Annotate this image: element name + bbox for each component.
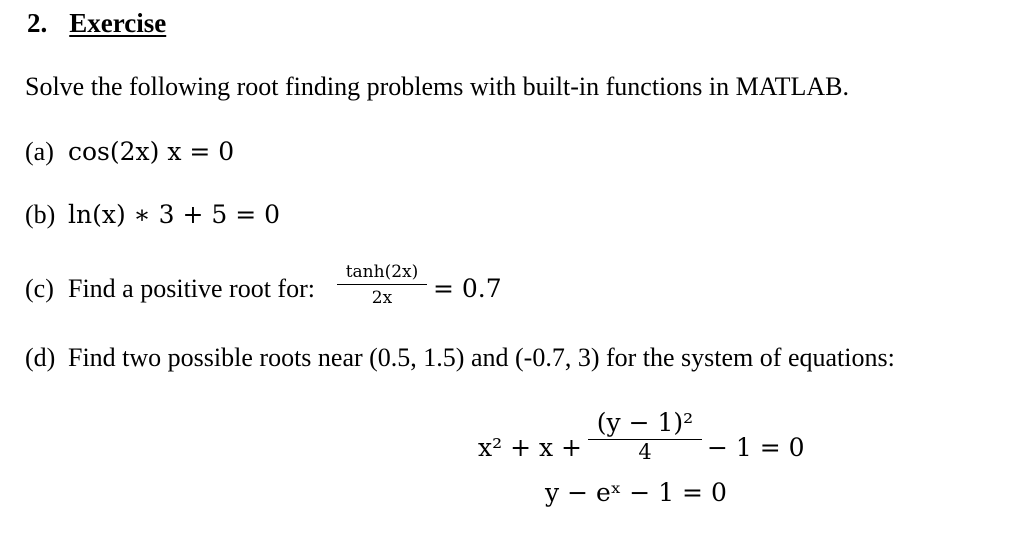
problem-c-denominator: 2x [371, 288, 393, 308]
problem-c-fraction [337, 262, 427, 308]
section-number: 2. [27, 8, 48, 38]
system-eq1-fraction [588, 408, 702, 464]
system-eq1-left: x² + x + [478, 433, 582, 462]
problem-d-label: (d) [25, 343, 56, 372]
problem-c-numerator: tanh(2x) [337, 262, 427, 285]
problem-c-label: (c) [25, 274, 54, 303]
system-eq1-right: − 1 = 0 [707, 433, 805, 462]
section-heading [27, 8, 166, 39]
section-title: Exercise [69, 8, 167, 38]
problem-b-label: (b) [25, 200, 56, 229]
problem-c-text: Find a positive root for: [68, 274, 315, 303]
problem-b-equation: ln(x) ∗ 3 + 5 = 0 [68, 200, 280, 229]
system-eq2: y − eˣ − 1 = 0 [545, 478, 727, 507]
problem-c-rhs: = 0.7 [433, 274, 502, 303]
system-eq1-denominator: 4 [638, 440, 652, 464]
problem-a-equation: cos(2x) x = 0 [68, 137, 235, 166]
problem-a-label: (a) [25, 137, 54, 166]
intro-text: Solve the following root finding problems with built-in functions in MATLAB. [25, 72, 850, 101]
system-eq1-numerator: (y − 1)² [588, 408, 702, 440]
problem-d-text: Find two possible roots near (0.5, 1.5) and (-0.7, 3) for the system of equations: [68, 343, 895, 372]
